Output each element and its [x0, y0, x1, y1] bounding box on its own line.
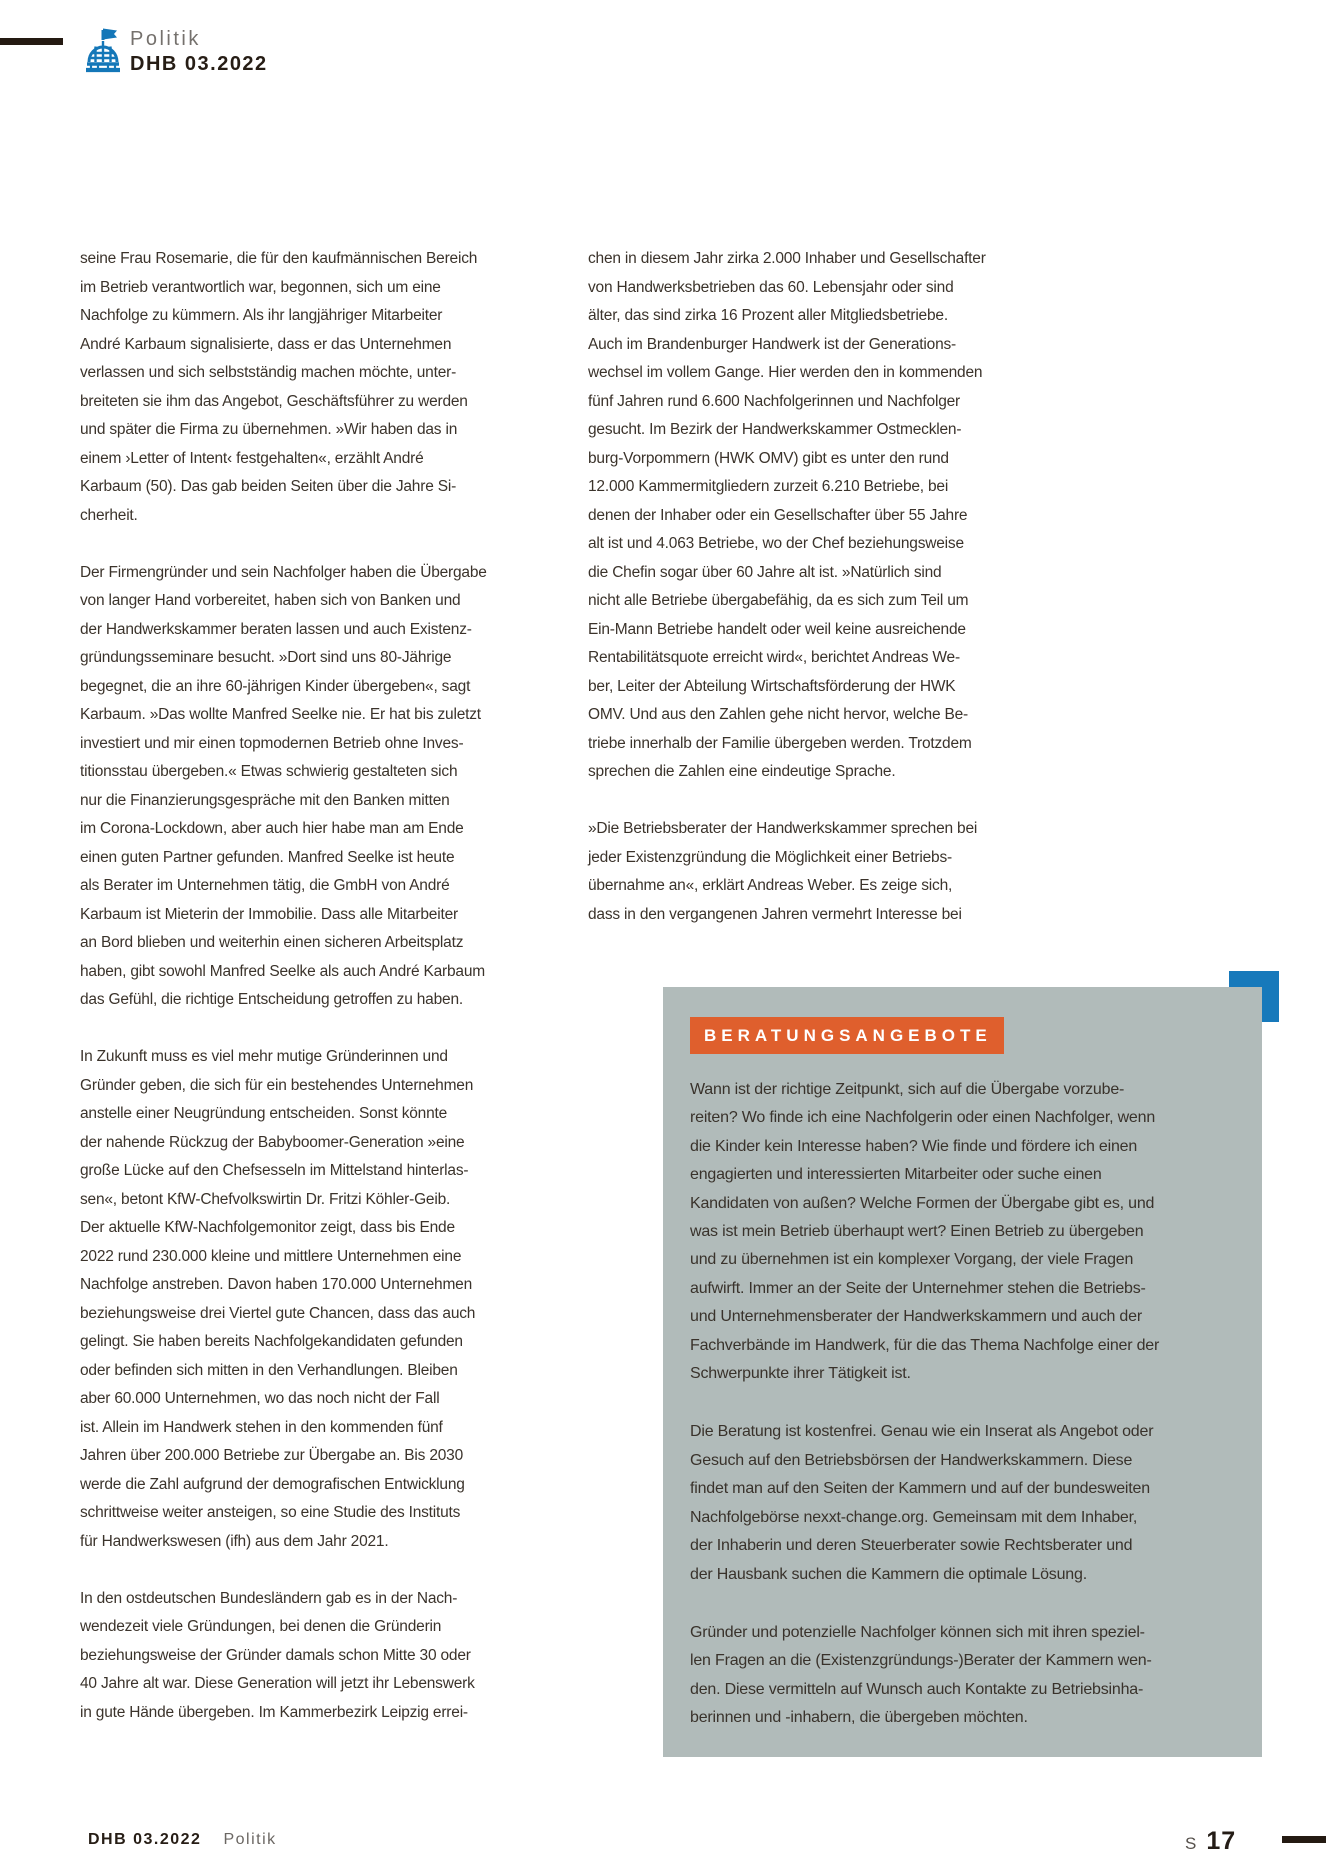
reichstag-dome-icon — [84, 25, 122, 75]
section-kicker: Politik — [130, 28, 201, 50]
article-paragraph: seine Frau Rosemarie, die für den kaufmännischen Bereich im Betrieb verantwortlich war, begonnen, sich um eine Nachfolge zu kümmern. Als ihr langjähriger Mitarbeiter André Karbaum signalisierte, dass er das Unternehmen verlassen und sich selbstständig machen möchte, unter- breiteten sie ihm das Angebot, Geschäftsführer zu werden und später die Firma zu übernehmen. »Wir haben das in einem ›Letter of Intent‹ festgehalten«, erzählt André Karbaum (50). Das gab beiden Seiten über die Jahre Si- cherheit. — [80, 250, 478, 524]
page-header — [84, 25, 268, 76]
article-paragraph: »Die Betriebsberater der Handwerkskammer sprechen bei jeder Existenzgründung die Möglichkeit einer Betriebs- übernahme an«, erklärt Andreas Weber. Es zeige sich, dass in den vergangenen Jahren vermehrt Interesse bei — [588, 820, 978, 923]
article-paragraph: In Zukunft muss es viel mehr mutige Gründerinnen und Gründer geben, die sich für ein bestehendes Unternehmen anstelle einer Neugründung entscheiden. Sonst könnte der nahende Rückzug der Babyboomer-Generation »eine große Lücke auf den Chefsesseln im Mittelstand hinterlas- sen«, betont KfW-Chefvolkswirtin Dr. Fritzi Köhler-Geib. Der aktuelle KfW-Nachfolgemonitor zeigt, dass bis Ende 2022 rund 230.000 kleine und mittlere Unternehmen eine Nachfolge anstreben. Davon haben 170.000 Unternehmen beziehungsweise drei Viertel gute Chancen, dass das auch gelingt. Sie haben bereits Nachfolgekandidaten gefunden oder befinden sich mitten in den Verhandlungen. Bleiben aber 60.000 Unternehmen, wo das noch nicht der Fall ist. Allein im Handwerk stehen in den kommenden fünf Jahren über 200.000 Betriebe zur Übergabe an. Bis 2030 werde die Zahl aufgrund der demografischen Entwicklung schrittweise weiter ansteigen, so eine Studie des Instituts für Handwerkswesen (ifh) aus dem Jahr 2021. — [80, 1048, 476, 1550]
header-text-block — [130, 25, 268, 76]
page-number: 17 — [1206, 1827, 1237, 1855]
page-prefix: S — [1185, 1834, 1198, 1853]
article-paragraph: chen in diesem Jahr zirka 2.000 Inhaber und Gesellschafter von Handwerksbetrieben das 60. Lebensjahr oder sind älter, das sind zirka 16 Prozent aller Mitgliedsbetriebe. Auch im Brandenburger Handwerk ist der Generations- wechsel im vollem Gange. Hier werden den in kommenden fünf Jahren rund 6.600 Nachfolgerinnen und Nachfolger gesucht. Im Bezirk der Handwerkskammer Ostmecklen- burg-Vorpommern (HWK OMV) gibt es unter den rund 12.000 Kammermitgliedern zurzeit 6.210 Betriebe, bei denen der Inhaber oder ein Gesellschafter über 55 Jahre alt ist und 4.063 Betriebe, wo der Chef beziehungsweise die Chefin sogar über 60 Jahre alt ist. »Natürlich sind nicht alle Betriebe übergabefähig, da es sich zum Teil um Ein-Mann Betriebe handelt oder weil keine ausreichende Rentabilitätsquote erreicht wird«, berichtet Andreas We- ber, Leiter der Abteilung Wirtschaftsförderung der HWK OMV. Und aus den Zahlen gehe nicht hervor, welche Be- triebe innerhalb der Familie übergeben werden. Trotzdem sprechen die Zahlen eine eindeutige Sprache. — [588, 250, 986, 780]
article-column-1 — [80, 245, 500, 1727]
infobox-beratungsangebote — [663, 987, 1262, 1757]
infobox-paragraph: Gründer und potenzielle Nachfolger können sich mit ihren speziel- len Fragen an die (Existenzgründungs-)Berater der Kammern wen- den. Diese vermitteln auf Wunsch auch Kontakte zu Betriebsinha- berinnen und -inhabern, die übergeben möchten. — [690, 1623, 1152, 1727]
footer-section-label: Politik — [223, 1831, 277, 1848]
article-paragraph: Der Firmengründer und sein Nachfolger haben die Übergabe von langer Hand vorbereitet, haben sich von Banken und der Handwerkskammer beraten lassen und auch Existenz- gründungsseminare besucht. »Dort sind uns 80-Jährige begegnet, die an ihre 60-jährigen Kinder übergeben«, sagt Karbaum. »Das wollte Manfred Seelke nie. Er hat bis zuletzt investiert und mir einen topmodernen Betrieb ohne Inves- titionsstau übergeben.« Etwas schwierig gestalteten sich nur die Finanzierungsgespräche mit den Banken mitten im Corona-Lockdown, aber auch hier habe man am Ende einen guten Partner gefunden. Manfred Seelke ist heute als Berater im Unternehmen tätig, die GmbH von André Karbaum ist Mieterin der Immobilie. Dass alle Mitarbeiter an Bord blieben und weiterhin einen sicheren Arbeitsplatz haben, gibt sowohl Manfred Seelke als auch André Karbaum das Gefühl, die richtige Entscheidung getroffen zu haben. — [80, 563, 487, 1008]
footer-page-indicator — [1185, 1827, 1236, 1856]
top-left-rule — [0, 38, 63, 45]
infobox-paragraph: Die Beratung ist kostenfrei. Genau wie ein Inserat als Angebot oder Gesuch auf den Betriebsbörsen der Handwerkskammern. Diese findet man auf den Seiten der Kammern und auf der bundesweiten Nachfolgebörse nexxt-change.org. Gemeinsam mit dem Inhaber, der Inhaberin und deren Steuerberater sowie Rechtsberater und der Hausbank suchen die Kammern die optimale Lösung. — [690, 1423, 1154, 1583]
article-column-2 — [588, 245, 1065, 929]
issue-label: DHB 03.2022 — [130, 53, 268, 75]
infobox-label: BERATUNGSANGEBOTE — [690, 1017, 1004, 1054]
article-paragraph: In den ostdeutschen Bundesländern gab es in der Nach- wendezeit viele Gründungen, bei denen die Gründerin beziehungsweise der Gründer damals schon Mitte 30 oder 40 Jahre alt war. Diese Generation will jetzt ihr Lebenswerk in gute Hände übergeben. Im Kammerbezirk Leipzig errei- — [80, 1589, 475, 1721]
footer-left — [88, 1831, 277, 1849]
footer-issue-label: DHB 03.2022 — [88, 1831, 202, 1848]
infobox-paragraph: Wann ist der richtige Zeitpunkt, sich auf die Übergabe vorzube- reiten? Wo finde ich eine Nachfolgerin oder einen Nachfolger, wenn die Kinder kein Interesse haben? Wie finde und fördere ich einen engagierten und interessierten Mitarbeiter oder suche einen Kandidaten von außen? Welche Formen der Übergabe gibt es, und was ist mein Betrieb überhaupt wert? Einen Betrieb zu übergeben und zu übernehmen ist ein komplexer Vorgang, der viele Fragen aufwirft. Immer an der Seite der Unternehmer stehen die Betriebs- und Unternehmensberater der Handwerkskammern und auch der Fachverbände im Handwerk, für die das Thema Nachfolge einer der Schwerpunkte ihrer Tätigkeit ist. — [690, 1081, 1160, 1383]
bottom-right-rule — [1282, 1836, 1326, 1843]
